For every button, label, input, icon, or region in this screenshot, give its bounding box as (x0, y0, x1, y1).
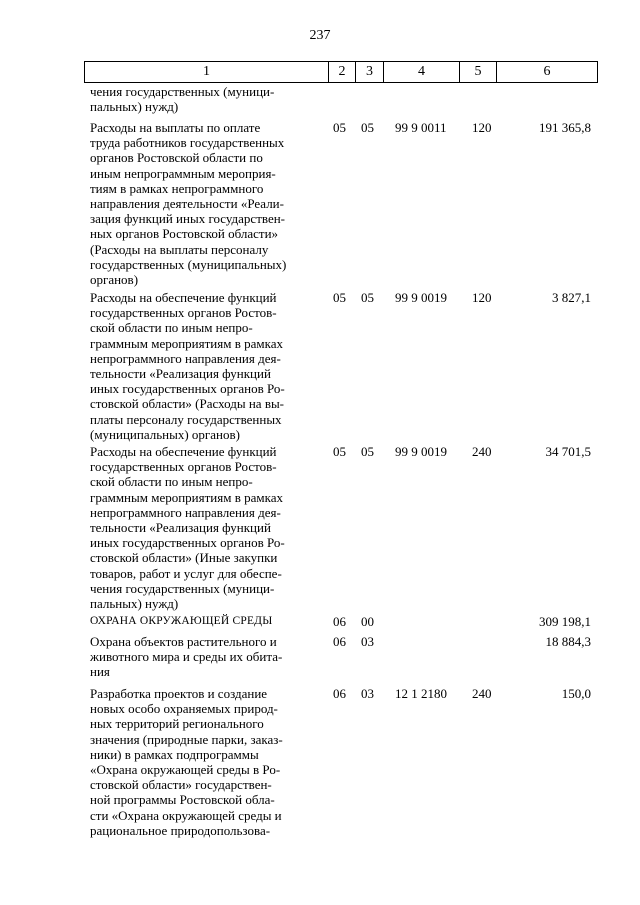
amount-value: 309 198,1 (539, 614, 591, 629)
header-col-3: 3 (356, 62, 384, 83)
description-line: государственных органов Ростов- (90, 459, 277, 475)
description-line: товаров, работ и услуг для обеспе- (90, 565, 282, 581)
row-description (90, 444, 322, 611)
description-line: ОХРАНА ОКРУЖАЮЩЕЙ СРЕДЫ (90, 615, 273, 627)
subsection-code: 05 (361, 444, 374, 459)
expense-type-code: 120 (472, 120, 492, 135)
description-line: «Охрана окружающей среды в Ро- (90, 762, 281, 778)
subsection-code: 03 (361, 634, 374, 649)
description-line: рациональное природопользова- (90, 822, 271, 838)
amount-value: 34 701,5 (545, 444, 591, 459)
description-line: государственных (муниципальных) (90, 256, 287, 272)
description-line: иным непрограммным мероприя- (90, 165, 276, 181)
header-col-2: 2 (329, 62, 356, 83)
description-line: направления деятельности «Реали- (90, 196, 284, 212)
description-line: органов Ростовской области по (90, 150, 263, 166)
description-line: значения (природные парки, заказ- (90, 731, 283, 747)
description-line: иных государственных органов Ро- (90, 381, 285, 397)
section-code: 05 (333, 120, 346, 135)
amount-value: 150,0 (561, 686, 591, 701)
target-article-code: 12 1 2180 (395, 686, 447, 701)
header-col-4: 4 (384, 62, 460, 83)
target-article-code: 99 9 0011 (395, 120, 447, 135)
description-line: ники) в рамках подпрограммы (90, 746, 259, 762)
amount-value: 3 827,1 (552, 290, 591, 305)
page-number: 237 (309, 28, 331, 43)
description-line: Расходы на обеспечение функций (90, 444, 277, 459)
description-line: Расходы на выплаты по оплате (90, 120, 261, 135)
description-line: государственных органов Ростов- (90, 305, 277, 321)
description-line: пальных) нужд) (90, 99, 179, 115)
description-line: стовской области» (Иные закупки (90, 550, 278, 566)
description-line: Расходы на обеспечение функций (90, 290, 277, 305)
description-line: (Расходы на выплаты персоналу (90, 241, 269, 257)
section-code: 05 (333, 290, 346, 305)
description-line: ных территорий регионального (90, 716, 264, 732)
row-description (90, 634, 322, 680)
expense-type-code: 240 (472, 686, 492, 701)
description-line: чения государственных (муници- (90, 580, 275, 596)
header-col-1: 1 (85, 62, 329, 83)
description-line: непрограммного направления дея- (90, 504, 281, 520)
description-line: пальных) нужд) (90, 596, 179, 612)
description-line: тельности «Реализация функций (90, 520, 271, 536)
header-col-5: 5 (460, 62, 497, 83)
section-code: 06 (333, 634, 346, 649)
row-description (90, 614, 322, 629)
table-header (84, 61, 598, 83)
description-line: ской области по иным непро- (90, 474, 253, 490)
description-line: новых особо охраняемых природ- (90, 701, 278, 717)
description-line: ния (90, 664, 110, 680)
description-line: ных органов Ростовской области» (90, 226, 279, 242)
description-line: стовской области» (Расходы на вы- (90, 396, 285, 412)
description-line: сти «Охрана окружающей среды и (90, 807, 282, 823)
target-article-code: 99 9 0019 (395, 444, 447, 459)
description-line: непрограммного направления дея- (90, 350, 281, 366)
description-line: ной программы Ростовской обла- (90, 792, 275, 808)
subsection-code: 05 (361, 120, 374, 135)
row-description (90, 120, 322, 287)
expense-type-code: 120 (472, 290, 492, 305)
subsection-code: 03 (361, 686, 374, 701)
amount-value: 191 365,8 (539, 120, 591, 135)
description-line: тиям в рамках непрограммного (90, 180, 264, 196)
description-line: граммным мероприятиям в рамках (90, 335, 283, 351)
description-line: платы персоналу государственных (90, 411, 282, 427)
row-description (90, 84, 322, 114)
description-line: тельности «Реализация функций (90, 366, 271, 382)
description-line: (муниципальных) органов) (90, 426, 240, 442)
header-col-6: 6 (497, 62, 598, 83)
row-description (90, 686, 322, 838)
section-code: 05 (333, 444, 346, 459)
amount-value: 18 884,3 (545, 634, 591, 649)
description-line: Разработка проектов и создание (90, 686, 268, 701)
section-code: 06 (333, 686, 346, 701)
description-line: иных государственных органов Ро- (90, 535, 285, 551)
subsection-code: 05 (361, 290, 374, 305)
row-description (90, 290, 322, 442)
section-code: 06 (333, 614, 346, 629)
description-line: труда работников государственных (90, 135, 285, 151)
expense-type-code: 240 (472, 444, 492, 459)
description-line: Охрана объектов растительного и (90, 634, 277, 649)
description-line: животного мира и среды их обита- (90, 649, 283, 665)
target-article-code: 99 9 0019 (395, 290, 447, 305)
description-line: зация функций иных государствен- (90, 211, 286, 227)
description-line: граммным мероприятиям в рамках (90, 489, 283, 505)
description-line: ской области по иным непро- (90, 320, 253, 336)
subsection-code: 00 (361, 614, 374, 629)
description-line: органов) (90, 272, 139, 288)
description-line: стовской области» государствен- (90, 777, 272, 793)
description-line: чения государственных (муници- (90, 84, 275, 99)
